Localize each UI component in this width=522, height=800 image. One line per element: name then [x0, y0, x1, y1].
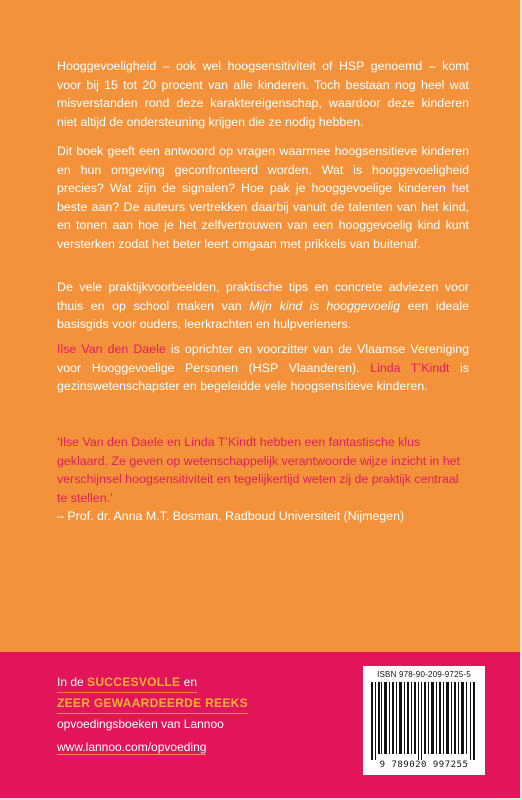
author-bio-2: is gezinswetenschapster en begeleidde vele hoogsensitieve kinderen. — [57, 360, 469, 394]
series-line-3: opvoedingsboeken van Lannoo — [57, 717, 224, 731]
description-paragraph: Dit boek geeft een antwoord op vragen waarmee hoogsensitieve kinderen en hun omgeving geconfronteerd worden. Wat is hooggevoeligheid precies? Wat zijn de signalen? Hoe pak je hooggevoelige kinderen het beste aan? De auteurs vertrekken daarbij vanuit de talenten van het kind, en tonen aan hoe je het zelfvertrouwen van een hooggevoelig kind kunt versterken zodat het beter leert omgaan met prikkels van buitenaf. — [57, 144, 469, 251]
authors-paragraph — [57, 340, 469, 396]
barcode-icon — [371, 682, 477, 760]
series-line-2 — [57, 694, 248, 714]
barcode-digits: 9 789020 997255 — [379, 760, 469, 770]
series-line-1 — [57, 673, 197, 693]
publisher-url[interactable]: www.lannoo.com/opvoeding — [57, 740, 207, 754]
quote-attribution: – Prof. dr. Anna M.T. Bosman, Radboud Universiteit (Nijmegen) — [57, 509, 405, 523]
author-name-2: Linda T’Kindt — [370, 360, 450, 375]
isbn-label: ISBN 978-90-209-9725-5 — [377, 670, 471, 679]
usage-text-start: De vele praktijkvoorbeelden, praktische tips en concrete adviezen voor thuis en op school maken van — [57, 280, 469, 313]
series-pre: In de — [57, 675, 88, 689]
series-highlight-1: SUCCESVOLLE — [87, 675, 181, 689]
intro-paragraph: Hooggevoeligheid – ook wel hoogsensitiviteit of HSP genoemd – komt voor bij 15 tot 20 procent van alle kinderen. Toch bestaan nog heel wat misverstanden rond deze karaktereigenschap, waardoor deze kinderen niet altijd de ondersteuning krijgen die ze nodig hebben. — [57, 59, 469, 129]
barcode-box — [363, 666, 485, 775]
usage-paragraph — [57, 278, 469, 334]
book-title: Mijn kind is hooggevoelig — [249, 298, 401, 313]
author-name-1: Ilse Van den Daele — [57, 342, 166, 357]
endorsement-quote — [57, 433, 469, 526]
usage-text-end: een ideale basisgids voor ouders, leerkrachten en hulpverleners. — [57, 298, 469, 332]
series-highlight-2: ZEER GEWAARDEERDE REEKS — [57, 696, 248, 710]
author-bio-1: is oprichter en voorzitter van de Vlaamse Vereniging voor Hooggevoelige Personen (HSP Vlaanderen). — [57, 342, 469, 375]
quote-text: ‘Ilse Van den Daele en Linda T’Kindt hebben een fantastische klus geklaard. Ze geven op wetenschappelijk verantwoorde wijze inzicht in het verschijnsel hoogsensitiviteit en tegelijkertijd weten zij de praktijk centraal te stellen.’ — [57, 435, 460, 505]
series-label — [57, 673, 248, 735]
series-post: en — [180, 675, 198, 689]
